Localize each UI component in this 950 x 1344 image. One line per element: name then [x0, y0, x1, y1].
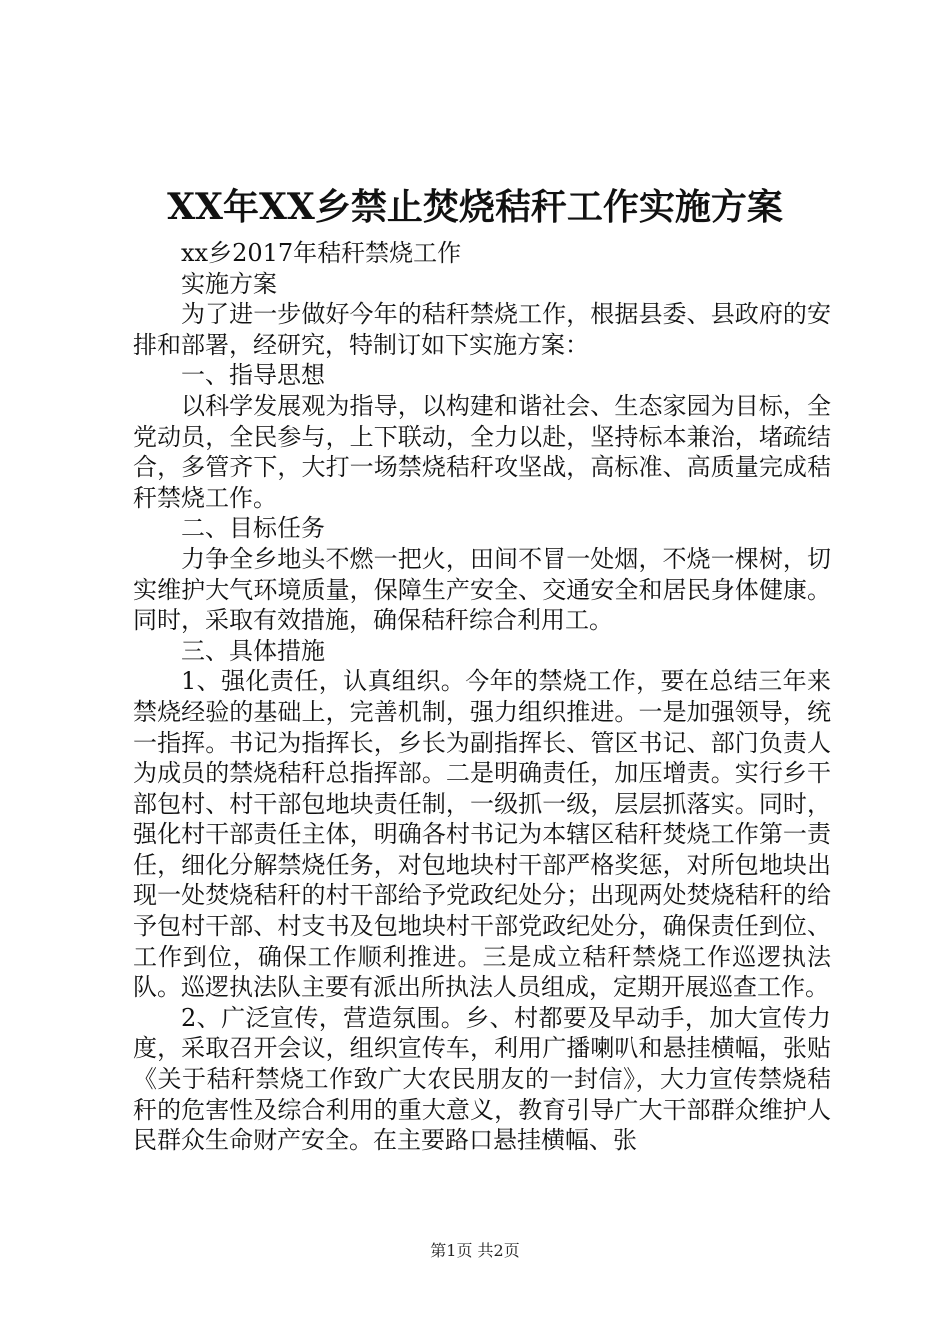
paragraph-measure-2: 2、广泛宣传，营造氛围。乡、村都要及早动手，加大宣传力度，采取召开会议，组织宣传车，利用广播喇叭和悬挂横幅，张贴《关于秸秆禁烧工作致广大农民朋友的一封信》，大力宣传禁烧秸秆的危害性及综合利用的重大意义，教育引导广大干部群众维护人民群众生命财产安全。在主要路口悬挂横幅、张 — [133, 1003, 831, 1155]
paragraph-intro: 为了进一步做好今年的秸秆禁烧工作，根据县委、县政府的安排和部署，经研究，特制订如下实施方案： — [133, 300, 831, 359]
paragraph-subtitle-1: xx乡2017年秸秆禁烧工作 — [181, 239, 462, 267]
paragraph-subtitle-2: 实施方案 — [181, 269, 277, 298]
paragraph-guiding-ideology: 以科学发展观为指导，以构建和谐社会、生态家园为目标，全党动员，全民参与，上下联动，全力以赴，坚持标本兼治，堵疏结合，多管齐下，大打一场禁烧秸秆攻坚战，高标准、高质量完成秸秆禁烧工作。 — [133, 391, 831, 512]
document-body — [133, 238, 831, 1156]
section-heading-3: 三、具体措施 — [181, 636, 325, 665]
page-footer: 第1页 共2页 — [430, 1241, 520, 1260]
paragraph-measure-1: 1、强化责任，认真组织。今年的禁烧工作，要在总结三年来禁烧经验的基础上，完善机制，强力组织推进。一是加强领导，统一指挥。书记为指挥长，乡长为副指挥长、管区书记、部门负责人为成员的禁烧秸秆总指挥部。二是明确责任，加压增责。实行乡干部包村、村干部包地块责任制，一级抓一级，层层抓落实。同时，强化村干部责任主体，明确各村书记为本辖区秸秆焚烧工作第一责任，细化分解禁烧任务，对包地块村干部严格奖惩，对所包地块出现一处焚烧秸秆的村干部给予党政纪处分；出现两处焚烧秸秆的给予包村干部、村支书及包地块村干部党政纪处分，确保责任到位、工作到位，确保工作顺利推进。三是成立秸秆禁烧工作巡逻执法队。巡逻执法队主要有派出所执法人员组成，定期开展巡查工作。 — [133, 667, 831, 1002]
section-heading-2: 二、目标任务 — [181, 514, 325, 543]
document-title: XX年XX乡禁止焚烧秸秆工作实施方案 — [167, 186, 783, 228]
section-heading-1: 一、指导思想 — [181, 361, 325, 390]
paragraph-goals: 力争全乡地头不燃一把火，田间不冒一处烟，不烧一棵树，切实维护大气环境质量，保障生产安全、交通安全和居民身体健康。同时，采取有效措施，确保秸秆综合利用工。 — [133, 544, 831, 635]
